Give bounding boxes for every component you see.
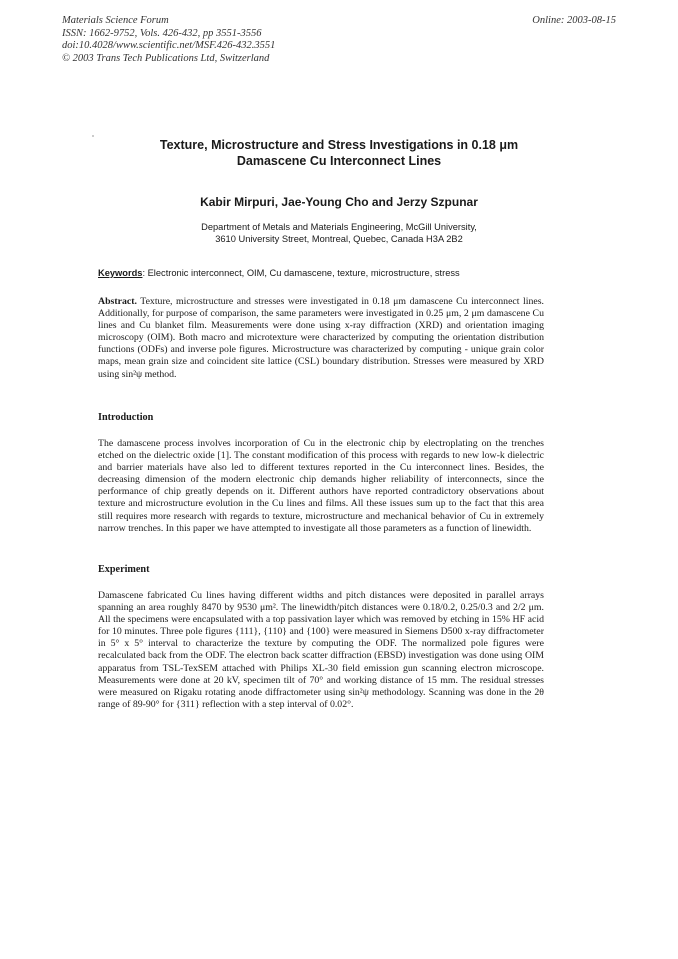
affiliation: [0, 221, 678, 245]
scan-speck: [92, 135, 94, 137]
doi-line: doi:10.4028/www.scientific.net/MSF.426-432.3551: [62, 40, 276, 51]
introduction-heading: Introduction: [98, 412, 154, 423]
copyright-line: © 2003 Trans Tech Publications Ltd, Switzerland: [62, 52, 270, 64]
journal-name: Materials Science Forum: [62, 15, 169, 26]
running-header: [62, 15, 275, 65]
keywords: [98, 268, 558, 278]
abstract-text: Texture, microstructure and stresses were investigated in 0.18 μm damascene Cu interconnect lines. Additionally, for purpose of comparison, the same parameters were investigated in 0.25 μm, 2 μm damascene Cu lines and Cu blanket film. Measurements were done using x-ray diffraction (XRD) and orientation imaging microscopy (OIM). Both macro and microtexture were characterized by computing the orientation distribution functions (ODFs) and inverse pole figures. Microstructure was characterized by computing - unique grain color maps, mean grain size and coincident site lattice (CSL) boundary distribution. Stresses were measured by XRD using sin²ψ method.: [98, 296, 544, 380]
keywords-text: : Electronic interconnect, OIM, Cu damascene, texture, microstructure, stress: [142, 268, 460, 278]
paper-title: [0, 138, 678, 169]
abstract: [98, 296, 544, 381]
experiment-heading: Experiment: [98, 564, 150, 575]
title-line-2: Damascene Cu Interconnect Lines: [236, 153, 442, 168]
author-list: Kabir Mirpuri, Jae-Young Cho and Jerzy Szpunar: [200, 195, 478, 209]
affiliation-line-1: Department of Metals and Materials Engineering, McGill University,: [201, 222, 477, 232]
affiliation-line-2: 3610 University Street, Montreal, Quebec, Canada H3A 2B2: [215, 234, 463, 244]
keywords-label: Keywords: [98, 268, 143, 278]
issn-line: ISSN: 1662-9752, Vols. 426-432, pp 3551-3556: [62, 27, 262, 39]
introduction-paragraph: The damascene process involves incorporation of Cu in the electronic chip by electroplating on the trenches etched on the dielectric oxide [1]. The constant modification of this process with regards to new low-k dielectric and barrier materials have also led to different textures reported in the Cu interconnect lines. Besides, the decreasing dimension of the modern electronic chip demands higher reliability of interconnects, since the performance of chip greatly depends on it. Different authors have reported contradictory observations about texture and microstructure evolution in the Cu lines and films. All these issues sum up to the fact that this area still requires more research with regards to texture, microstructure and mechanical behavior of Cu in extremely narrow trenches. In this paper we have attempted to investigate all those parameters as a function of linewidth.: [98, 438, 544, 534]
experiment-paragraph: Damascene fabricated Cu lines having different widths and pitch distances were deposited in parallel arrays spanning an area roughly 8470 by 9530 μm². The linewidth/pitch distances were 0.18/0.2, 0.25/0.3 and 2/2 μm. All the specimens were encapsulated with a top passivation layer which was removed by etching in 15% HF acid for 10 minutes. Three pole figures {111}, {110} and {100} were measured in Siemens D500 x-ray diffractometer in 5° x 5° interval to characterize the texture by computing the ODF. The normalized pole figures were recalculated back from the ODF. The electron back scatter diffraction (EBSD) investigation was done using OIM apparatus from TSL-TexSEM attached with Philips XL-30 field emission gun scanning electron microscope. Measurements were done at 20 kV, specimen tilt of 70° and working distance of 15 mm. The residual stresses were measured on Rigaku rotating anode diffractometer using sin²ψ methodology. Scanning was done in the 2θ range of 89-90° for {311} reflection with a step interval of 0.02°.: [98, 590, 544, 710]
online-date: Online: 2003-08-15: [532, 15, 616, 26]
abstract-label: Abstract.: [98, 296, 137, 307]
title-line-1: Texture, Microstructure and Stress Investigations in 0.18 μm: [159, 138, 519, 152]
